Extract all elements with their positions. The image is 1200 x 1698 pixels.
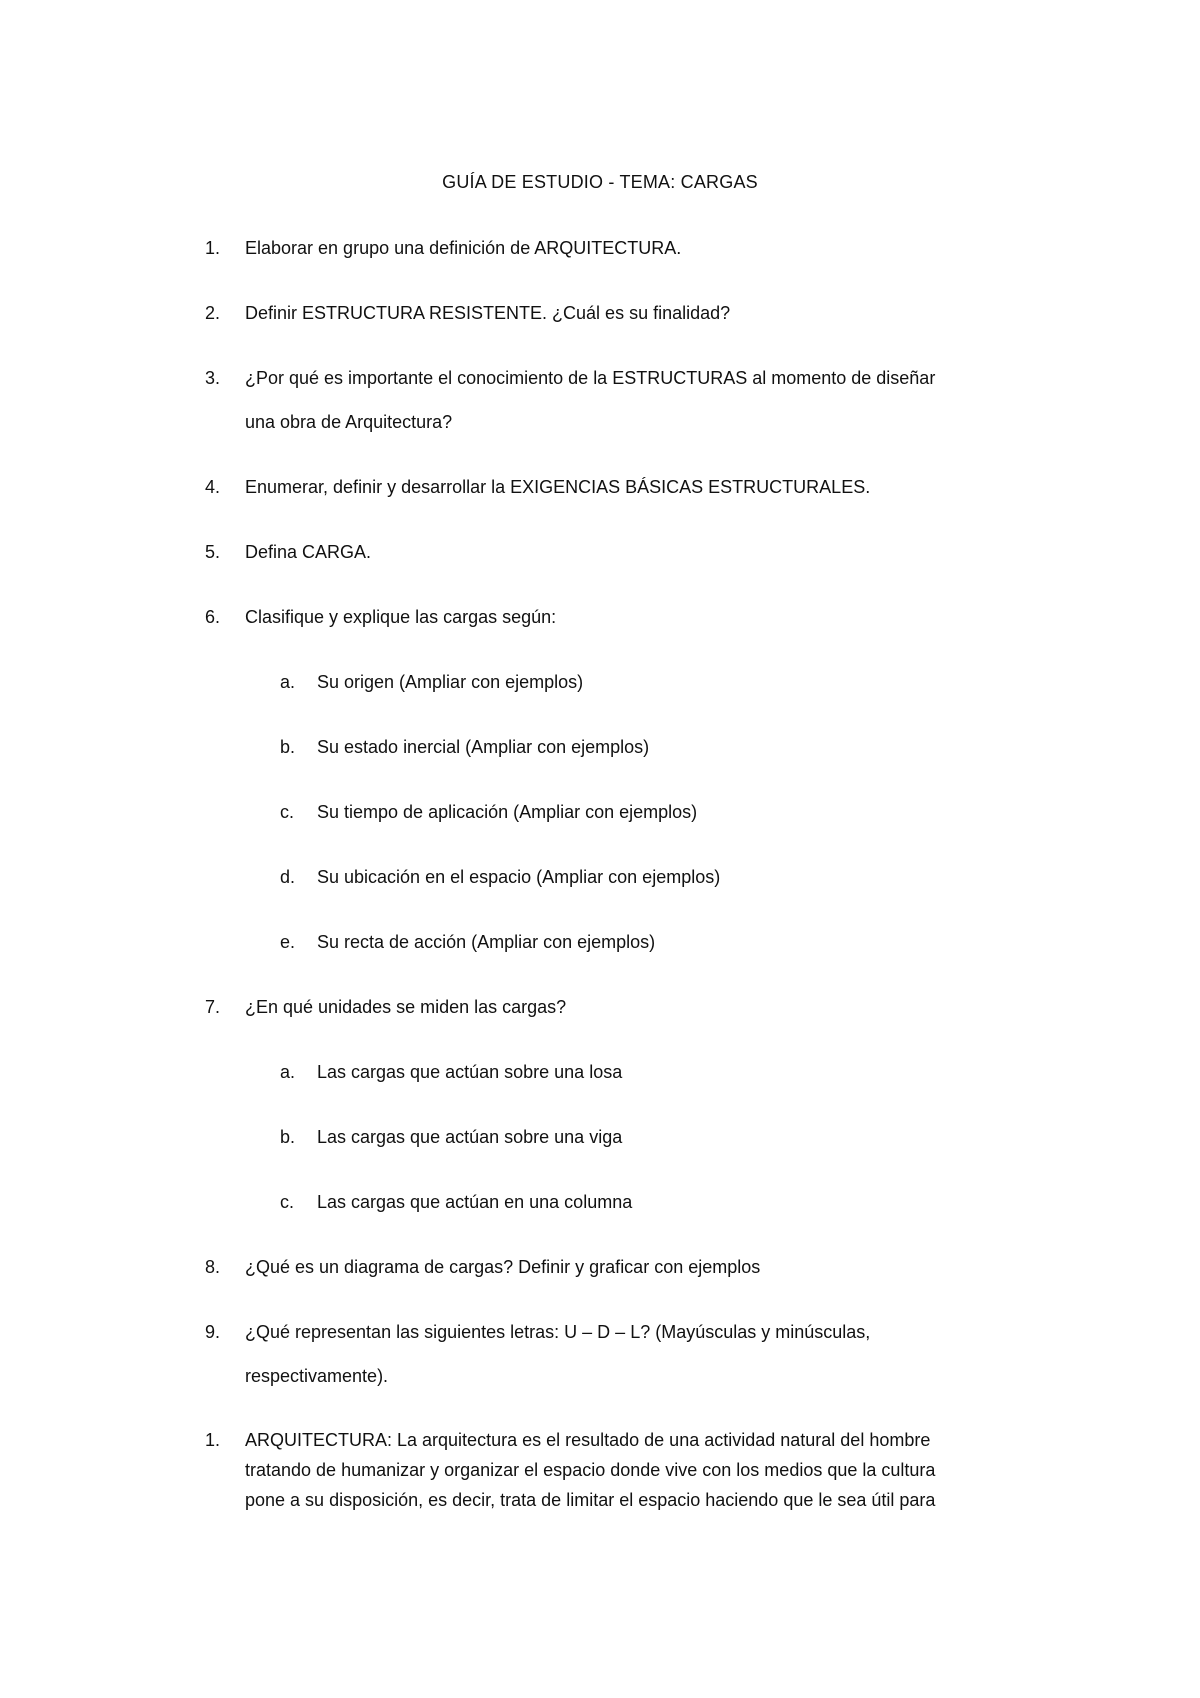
question-text: Clasifique y explique las cargas según: [245,607,557,627]
question-number: 4. [205,477,221,497]
question-text: Elaborar en grupo una definición de ARQUITECTURA. [245,238,682,258]
question-number: 1. [205,238,221,258]
answer-text-line-2: tratando de humanizar y organizar el espacio donde vive con los medios que la cultura [245,1460,936,1480]
question-text: ¿Por qué es importante el conocimiento de la ESTRUCTURAS al momento de diseñar [245,368,936,388]
sub-item-text: Su tiempo de aplicación (Ampliar con ejemplos) [317,802,698,822]
sub-item-text: Las cargas que actúan en una columna [317,1192,633,1212]
question-text: Defina CARGA. [245,542,372,562]
sub-item-letter: b. [280,1127,296,1147]
answer-number: 1. [205,1430,221,1450]
sub-item-letter: c. [280,1192,295,1212]
sub-item-text: Su estado inercial (Ampliar con ejemplos) [317,737,650,757]
question-text: ¿Qué es un diagrama de cargas? Definir y graficar con ejemplos [245,1257,761,1277]
question-text: Enumerar, definir y desarrollar la EXIGENCIAS BÁSICAS ESTRUCTURALES. [245,477,871,497]
question-number: 7. [205,997,221,1017]
sub-item-text: Su recta de acción (Ampliar con ejemplos) [317,932,656,952]
sub-item-text: Su ubicación en el espacio (Ampliar con ejemplos) [317,867,721,887]
sub-item-letter: a. [280,672,296,692]
question-number: 9. [205,1322,221,1342]
question-number: 6. [205,607,221,627]
question-number: 3. [205,368,221,388]
question-number: 5. [205,542,221,562]
sub-item-text: Las cargas que actúan sobre una losa [317,1062,623,1082]
question-text: ¿Qué representan las siguientes letras: U – D – L? (Mayúsculas y minúsculas, [245,1322,871,1342]
sub-item-text: Su origen (Ampliar con ejemplos) [317,672,584,692]
question-text-continuation: una obra de Arquitectura? [245,412,453,432]
sub-item-text: Las cargas que actúan sobre una viga [317,1127,623,1147]
page-title: GUÍA DE ESTUDIO - TEMA: CARGAS [442,172,758,192]
question-text: ¿En qué unidades se miden las cargas? [245,997,567,1017]
answer-text-line-1: ARQUITECTURA: La arquitectura es el resultado de una actividad natural del hombre [245,1430,931,1450]
answer-text-line-3: pone a su disposición, es decir, trata de limitar el espacio haciendo que le sea útil para [245,1490,936,1510]
sub-item-letter: d. [280,867,296,887]
question-number: 2. [205,303,221,323]
sub-item-letter: b. [280,737,296,757]
sub-item-letter: e. [280,932,296,952]
sub-item-letter: a. [280,1062,296,1082]
question-text: Definir ESTRUCTURA RESISTENTE. ¿Cuál es su finalidad? [245,303,731,323]
question-number: 8. [205,1257,221,1277]
sub-item-letter: c. [280,802,295,822]
question-text-continuation: respectivamente). [245,1366,389,1386]
